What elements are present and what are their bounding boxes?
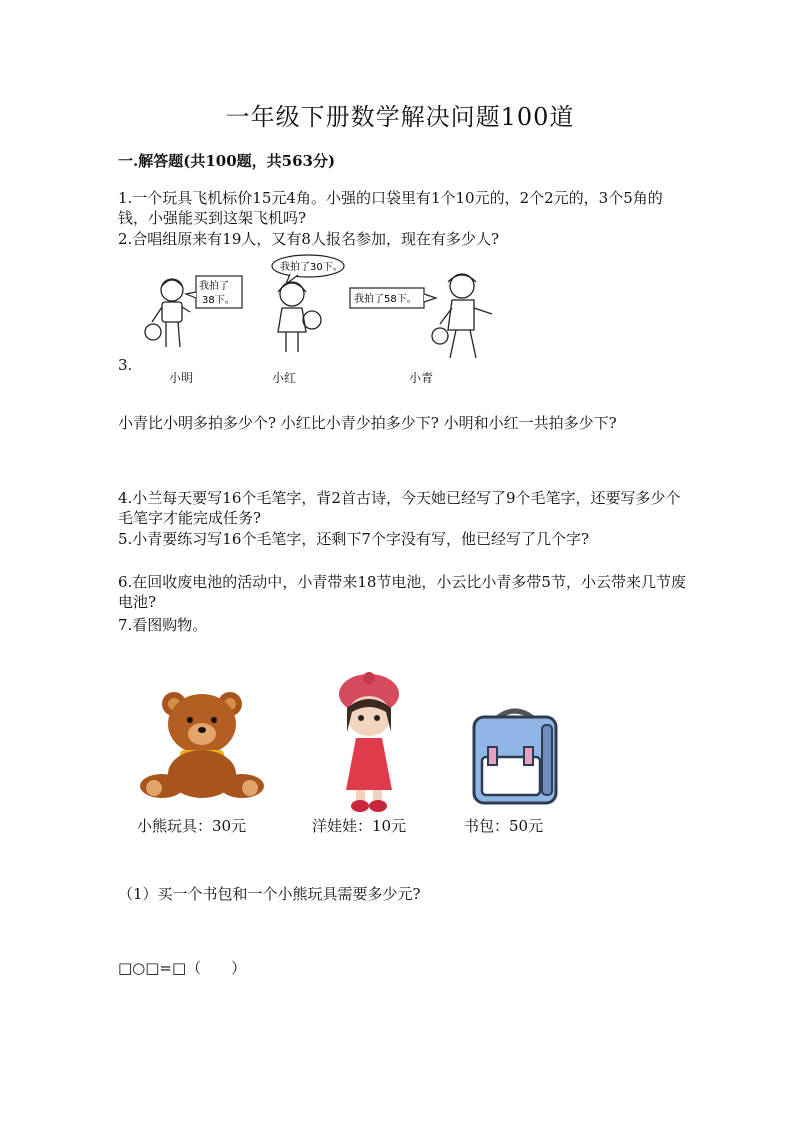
question-5: 5.小青要练习写16个毛笔字，还剩下7个字没有写，他已经写了几个字? [118, 530, 589, 548]
question-6: 6.在回收废电池的活动中，小青带来18节电池，小云比小青多带5节，小云带来几节废电池? [118, 573, 686, 611]
child-label-xiaoming: 小明 [169, 371, 194, 385]
child-xiaoming-figure [145, 279, 190, 347]
price-teddy-bear: 小熊玩具：30元 [137, 817, 247, 835]
school-bag-image [468, 705, 562, 807]
price-doll: 洋娃娃：10元 [312, 817, 407, 835]
question-2: 2.合唱组原来有19人，又有8人报名参加，现在有多少人? [118, 230, 499, 248]
question-3-number: 3. [118, 356, 133, 374]
child-xiaohong-figure [278, 282, 321, 352]
child-label-xiaohong: 小红 [272, 371, 297, 385]
page-title: 一年级下册数学解决问题100道 [225, 103, 575, 131]
question-3-text: 小青比小明多拍多少个? 小红比小青少拍多少下? 小明和小红一共拍多少下? [118, 414, 617, 432]
child-label-xiaoqing: 小青 [409, 371, 434, 385]
speech-text-xiaoming-1: 我拍了 [199, 281, 229, 292]
question-7: 7.看图购物。 [118, 616, 208, 634]
child-xiaoqing-figure [432, 274, 492, 358]
doll-image [328, 672, 410, 814]
answer-formula: □○□=□（ ） [118, 959, 247, 977]
speech-text-xiaoming-2: 38下。 [202, 295, 235, 306]
sub-question-1: （1）买一个书包和一个小熊玩具需要多少元? [118, 885, 421, 903]
speech-text-xiaohong: 我拍了30下。 [280, 262, 343, 273]
question-4: 4.小兰每天要写16个毛笔字，背2首古诗，今天她已经写了9个毛笔字，还要写多少个毛笔字才能完成任务? [118, 489, 681, 527]
ball-bouncing-illustration [140, 252, 510, 392]
section-heading: 一.解答题(共100题，共563分) [118, 152, 336, 170]
question-1: 1.一个玩具飞机标价15元4角。小强的口袋里有1个10元的，2个2元的，3个5角的钱，小强能买到这架飞机吗? [118, 189, 663, 227]
teddy-bear-image [138, 688, 264, 806]
price-school-bag: 书包：50元 [464, 817, 544, 835]
speech-text-xiaoqing: 我拍了58下。 [354, 294, 417, 305]
